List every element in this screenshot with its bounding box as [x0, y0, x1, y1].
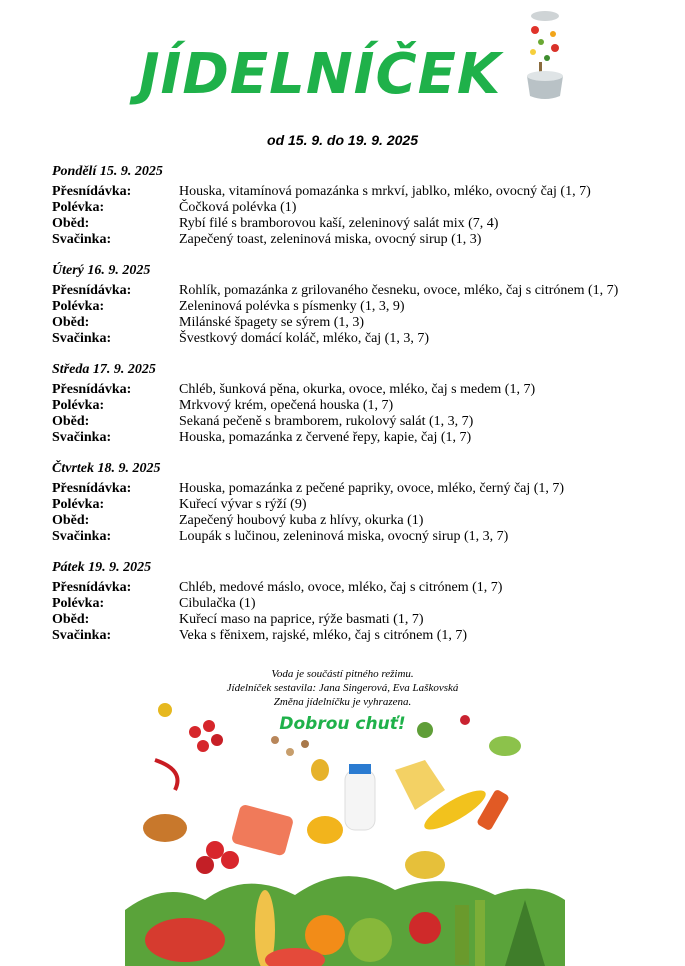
meal-label: Svačinka:: [52, 430, 112, 445]
day-block: [52, 461, 662, 545]
meal-row: [52, 299, 662, 315]
meal-label: Oběd:: [52, 414, 90, 429]
meal-label: Oběd:: [52, 315, 90, 330]
meal-label: Oběd:: [52, 513, 90, 528]
meal-row: [52, 529, 662, 545]
meal-label: Oběd:: [52, 612, 90, 627]
meal-value: Loupák s lučinou, zeleninová miska, ovocný sirup (1, 3, 7): [179, 529, 509, 544]
meal-label: Přesnídávka:: [52, 481, 132, 496]
water-note: Voda je součástí pitného režimu.: [271, 668, 414, 680]
meal-value: Rybí filé s bramborovou kaší, zeleninový salát mix (7, 4): [179, 216, 499, 231]
meal-row: [52, 200, 662, 216]
meal-value: Houska, pomazánka z pečené papriky, ovoce, mléko, černý čaj (1, 7): [179, 481, 565, 496]
day-block: [52, 164, 662, 248]
meal-value: Houska, vitamínová pomazánka s mrkví, jablko, mléko, ovocný čaj (1, 7): [179, 184, 591, 199]
meal-value: Veka s fěnixem, rajské, mléko, čaj s citrónem (1, 7): [179, 628, 468, 643]
meal-label: Oběd:: [52, 216, 90, 231]
meal-label: Svačinka:: [52, 628, 112, 643]
meal-label: Přesnídávka:: [52, 184, 132, 199]
meal-label: Polévka:: [52, 299, 105, 314]
menu-days: [52, 164, 662, 659]
meal-row: [52, 414, 662, 430]
meal-value: Cibulačka (1): [179, 596, 256, 611]
cooking-pot-ingredients-icon: [515, 4, 575, 104]
day-title: Pondělí 15. 9. 2025: [52, 164, 163, 179]
meal-row: [52, 628, 662, 644]
day-title: Středa 17. 9. 2025: [52, 362, 156, 377]
day-title: Úterý 16. 9. 2025: [52, 263, 151, 278]
meal-label: Svačinka:: [52, 331, 112, 346]
meal-label: Polévka:: [52, 200, 105, 215]
meal-value: Zeleninová polévka s písmenky (1, 3, 9): [179, 299, 405, 314]
meal-value: Zapečený toast, zeleninová miska, ovocný sirup (1, 3): [179, 232, 482, 247]
meal-row: [52, 580, 662, 596]
meal-value: Kuřecí vývar s rýží (9): [179, 497, 307, 512]
day-title: Čtvrtek 18. 9. 2025: [52, 461, 161, 476]
meal-row: [52, 430, 662, 446]
meal-row: [52, 481, 662, 497]
meal-row: [52, 232, 662, 248]
meal-row: [52, 216, 662, 232]
meal-value: Čočková polévka (1): [179, 200, 297, 215]
meal-label: Přesnídávka:: [52, 283, 132, 298]
meal-value: Kuřecí maso na paprice, rýže basmati (1, 7): [179, 612, 424, 627]
day-title: Pátek 19. 9. 2025: [52, 560, 152, 575]
author-note: Jídelníček sestavila: Jana Singerová, Eva Laškovská: [226, 682, 459, 694]
meal-label: Svačinka:: [52, 529, 112, 544]
day-block: [52, 362, 662, 446]
meal-label: Svačinka:: [52, 232, 112, 247]
meal-value: Houska, pomazánka z červené řepy, kapie, čaj (1, 7): [179, 430, 472, 445]
meal-value: Chléb, medové máslo, ovoce, mléko, čaj s citrónem (1, 7): [179, 580, 503, 595]
meal-row: [52, 382, 662, 398]
change-note: Změna jídelníčku je vyhrazena.: [273, 696, 412, 708]
meal-value: Milánské špagety se sýrem (1, 3): [179, 315, 365, 330]
meal-label: Polévka:: [52, 398, 105, 413]
date-range: od 15. 9. do 19. 9. 2025: [267, 132, 418, 148]
meal-value: Chléb, šunková pěna, okurka, ovoce, mléko, čaj s medem (1, 7): [179, 382, 536, 397]
meal-row: [52, 398, 662, 414]
day-block: [52, 560, 662, 644]
fresh-vegetables-illustration: [125, 700, 565, 966]
closing-wish: Dobrou chuť!: [279, 714, 406, 734]
meal-row: [52, 612, 662, 628]
meal-row: [52, 513, 662, 529]
meal-label: Polévka:: [52, 497, 105, 512]
meal-value: Švestkový domácí koláč, mléko, čaj (1, 3, 7): [179, 331, 429, 346]
day-block: [52, 263, 662, 347]
meal-row: [52, 184, 662, 200]
meal-row: [52, 596, 662, 612]
meal-value: Sekaná pečeně s bramborem, rukolový salát (1, 3, 7): [179, 414, 474, 429]
meal-row: [52, 283, 662, 299]
meal-value: Zapečený houbový kuba z hlívy, okurka (1): [179, 513, 424, 528]
meal-row: [52, 331, 662, 347]
meal-row: [52, 315, 662, 331]
meal-label: Přesnídávka:: [52, 382, 132, 397]
meal-label: Polévka:: [52, 596, 105, 611]
meal-row: [52, 497, 662, 513]
page-title: JÍDELNÍČEK: [138, 42, 502, 107]
meal-value: Mrkvový krém, opečená houska (1, 7): [179, 398, 394, 413]
meal-value: Rohlík, pomazánka z grilovaného česneku, ovoce, mléko, čaj s citrónem (1, 7): [179, 283, 619, 298]
meal-label: Přesnídávka:: [52, 580, 132, 595]
